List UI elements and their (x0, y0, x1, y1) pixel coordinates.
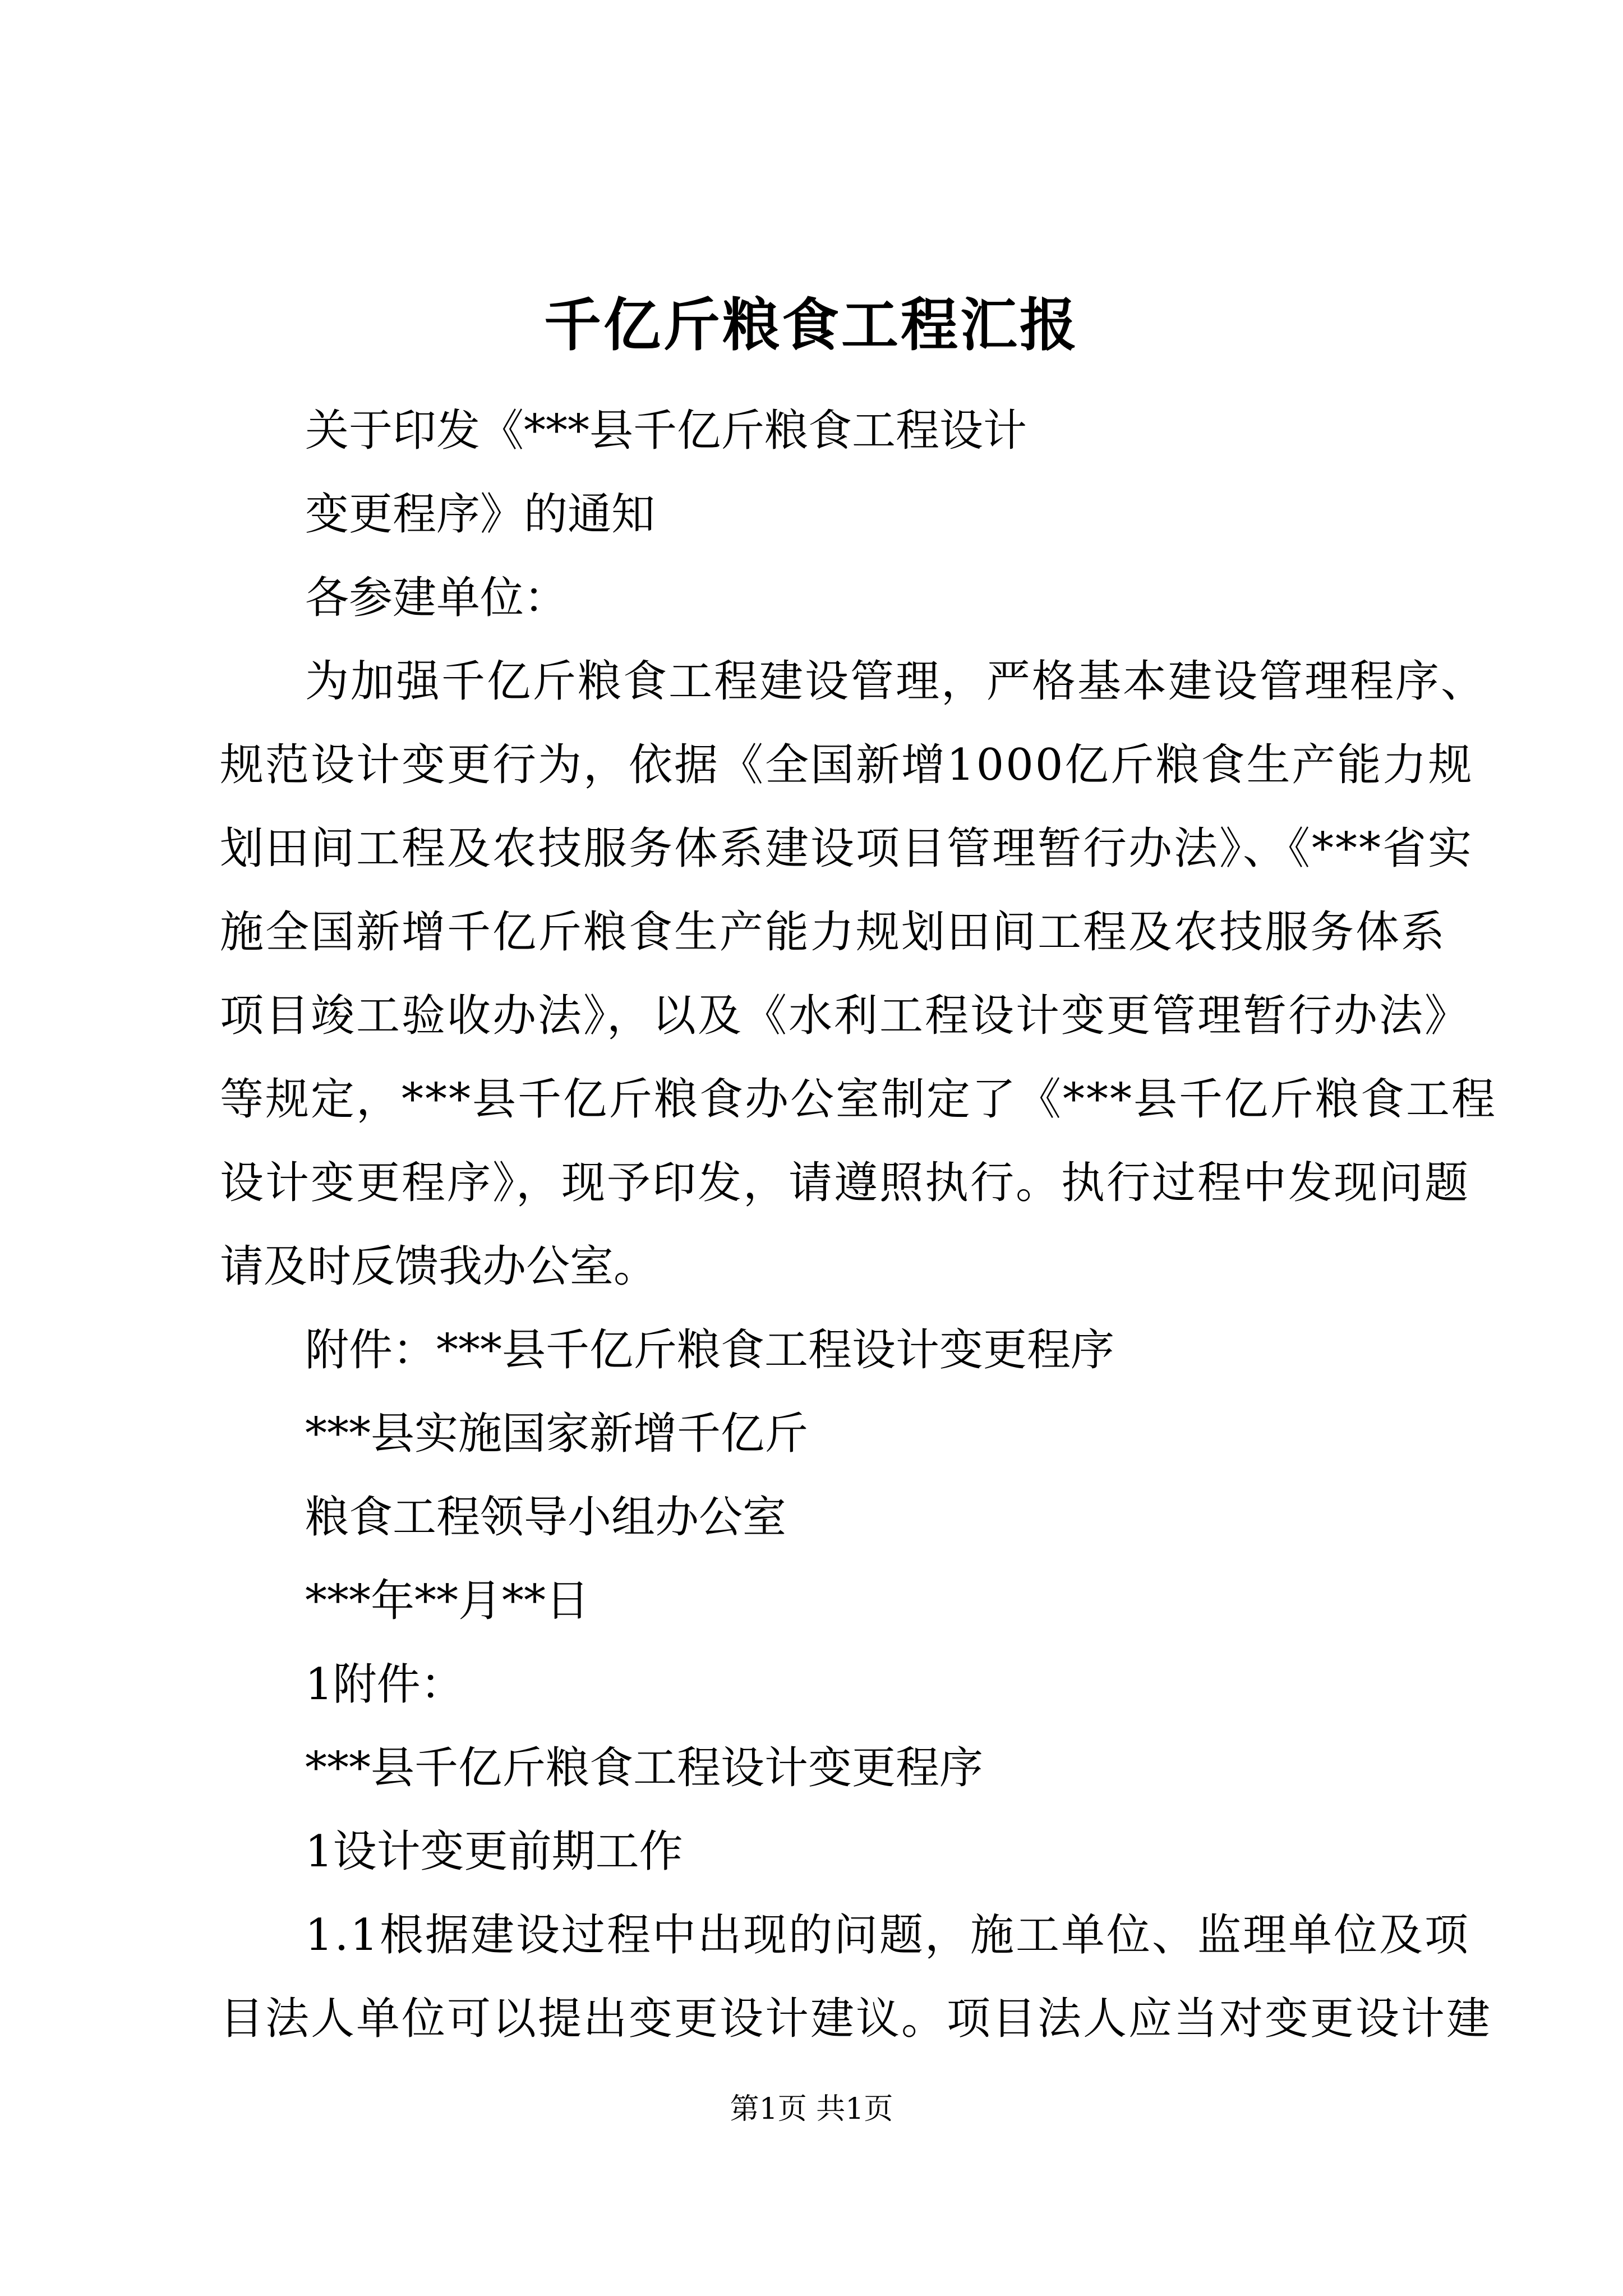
paragraph-line: ***县千亿斤粮食工程设计变更程序 (305, 1743, 984, 1793)
paragraph-line: 设计变更程序》，现予印发，请遵照执行。执行过程中发现问题 (220, 1158, 1470, 1208)
page-footer: 第1页 共1页 (730, 2092, 893, 2126)
paragraph-line: 规范设计变更行为，依据《全国新增1000亿斤粮食生产能力规 (220, 740, 1474, 790)
paragraph-line: 请及时反馈我办公室。 (220, 1241, 658, 1292)
paragraph-line: 1设计变更前期工作 (305, 1826, 683, 1877)
document-body (220, 389, 1497, 2061)
paragraph-line: 等规定，***县千亿斤粮食办公室制定了《***县千亿斤粮食工程 (220, 1074, 1497, 1125)
document-title: 千亿斤粮食工程汇报 (544, 292, 1079, 359)
paragraph-line: 1.1根据建设过程中出现的问题，施工单位、监理单位及项 (305, 1910, 1470, 1961)
paragraph-line: 施全国新增千亿斤粮食生产能力规划田间工程及农技服务体系 (220, 907, 1447, 958)
paragraph-line: 1附件： (305, 1659, 464, 1710)
paragraph-line: ***年**月**日 (305, 1576, 590, 1626)
paragraph-line: 粮食工程领导小组办公室 (305, 1492, 787, 1543)
paragraph-line: 关于印发《***县千亿斤粮食工程设计 (305, 406, 1027, 456)
paragraph-line: 附件：***县千亿斤粮食工程设计变更程序 (305, 1325, 1115, 1375)
paragraph-line: 变更程序》的通知 (305, 489, 656, 540)
paragraph-line: 目法人单位可以提出变更设计建议。项目法人应当对变更设计建 (220, 1994, 1492, 2044)
paragraph-line: 为加强千亿斤粮食工程建设管理，严格基本建设管理程序、 (305, 656, 1487, 707)
paragraph-line: 划田间工程及农技服务体系建设项目管理暂行办法》、《***省实 (220, 823, 1474, 874)
paragraph-line: 项目竣工验收办法》，以及《水利工程设计变更管理暂行办法》 (220, 991, 1470, 1041)
paragraph-line: 各参建单位： (305, 573, 568, 623)
paragraph-line: ***县实施国家新增千亿斤 (305, 1409, 809, 1459)
